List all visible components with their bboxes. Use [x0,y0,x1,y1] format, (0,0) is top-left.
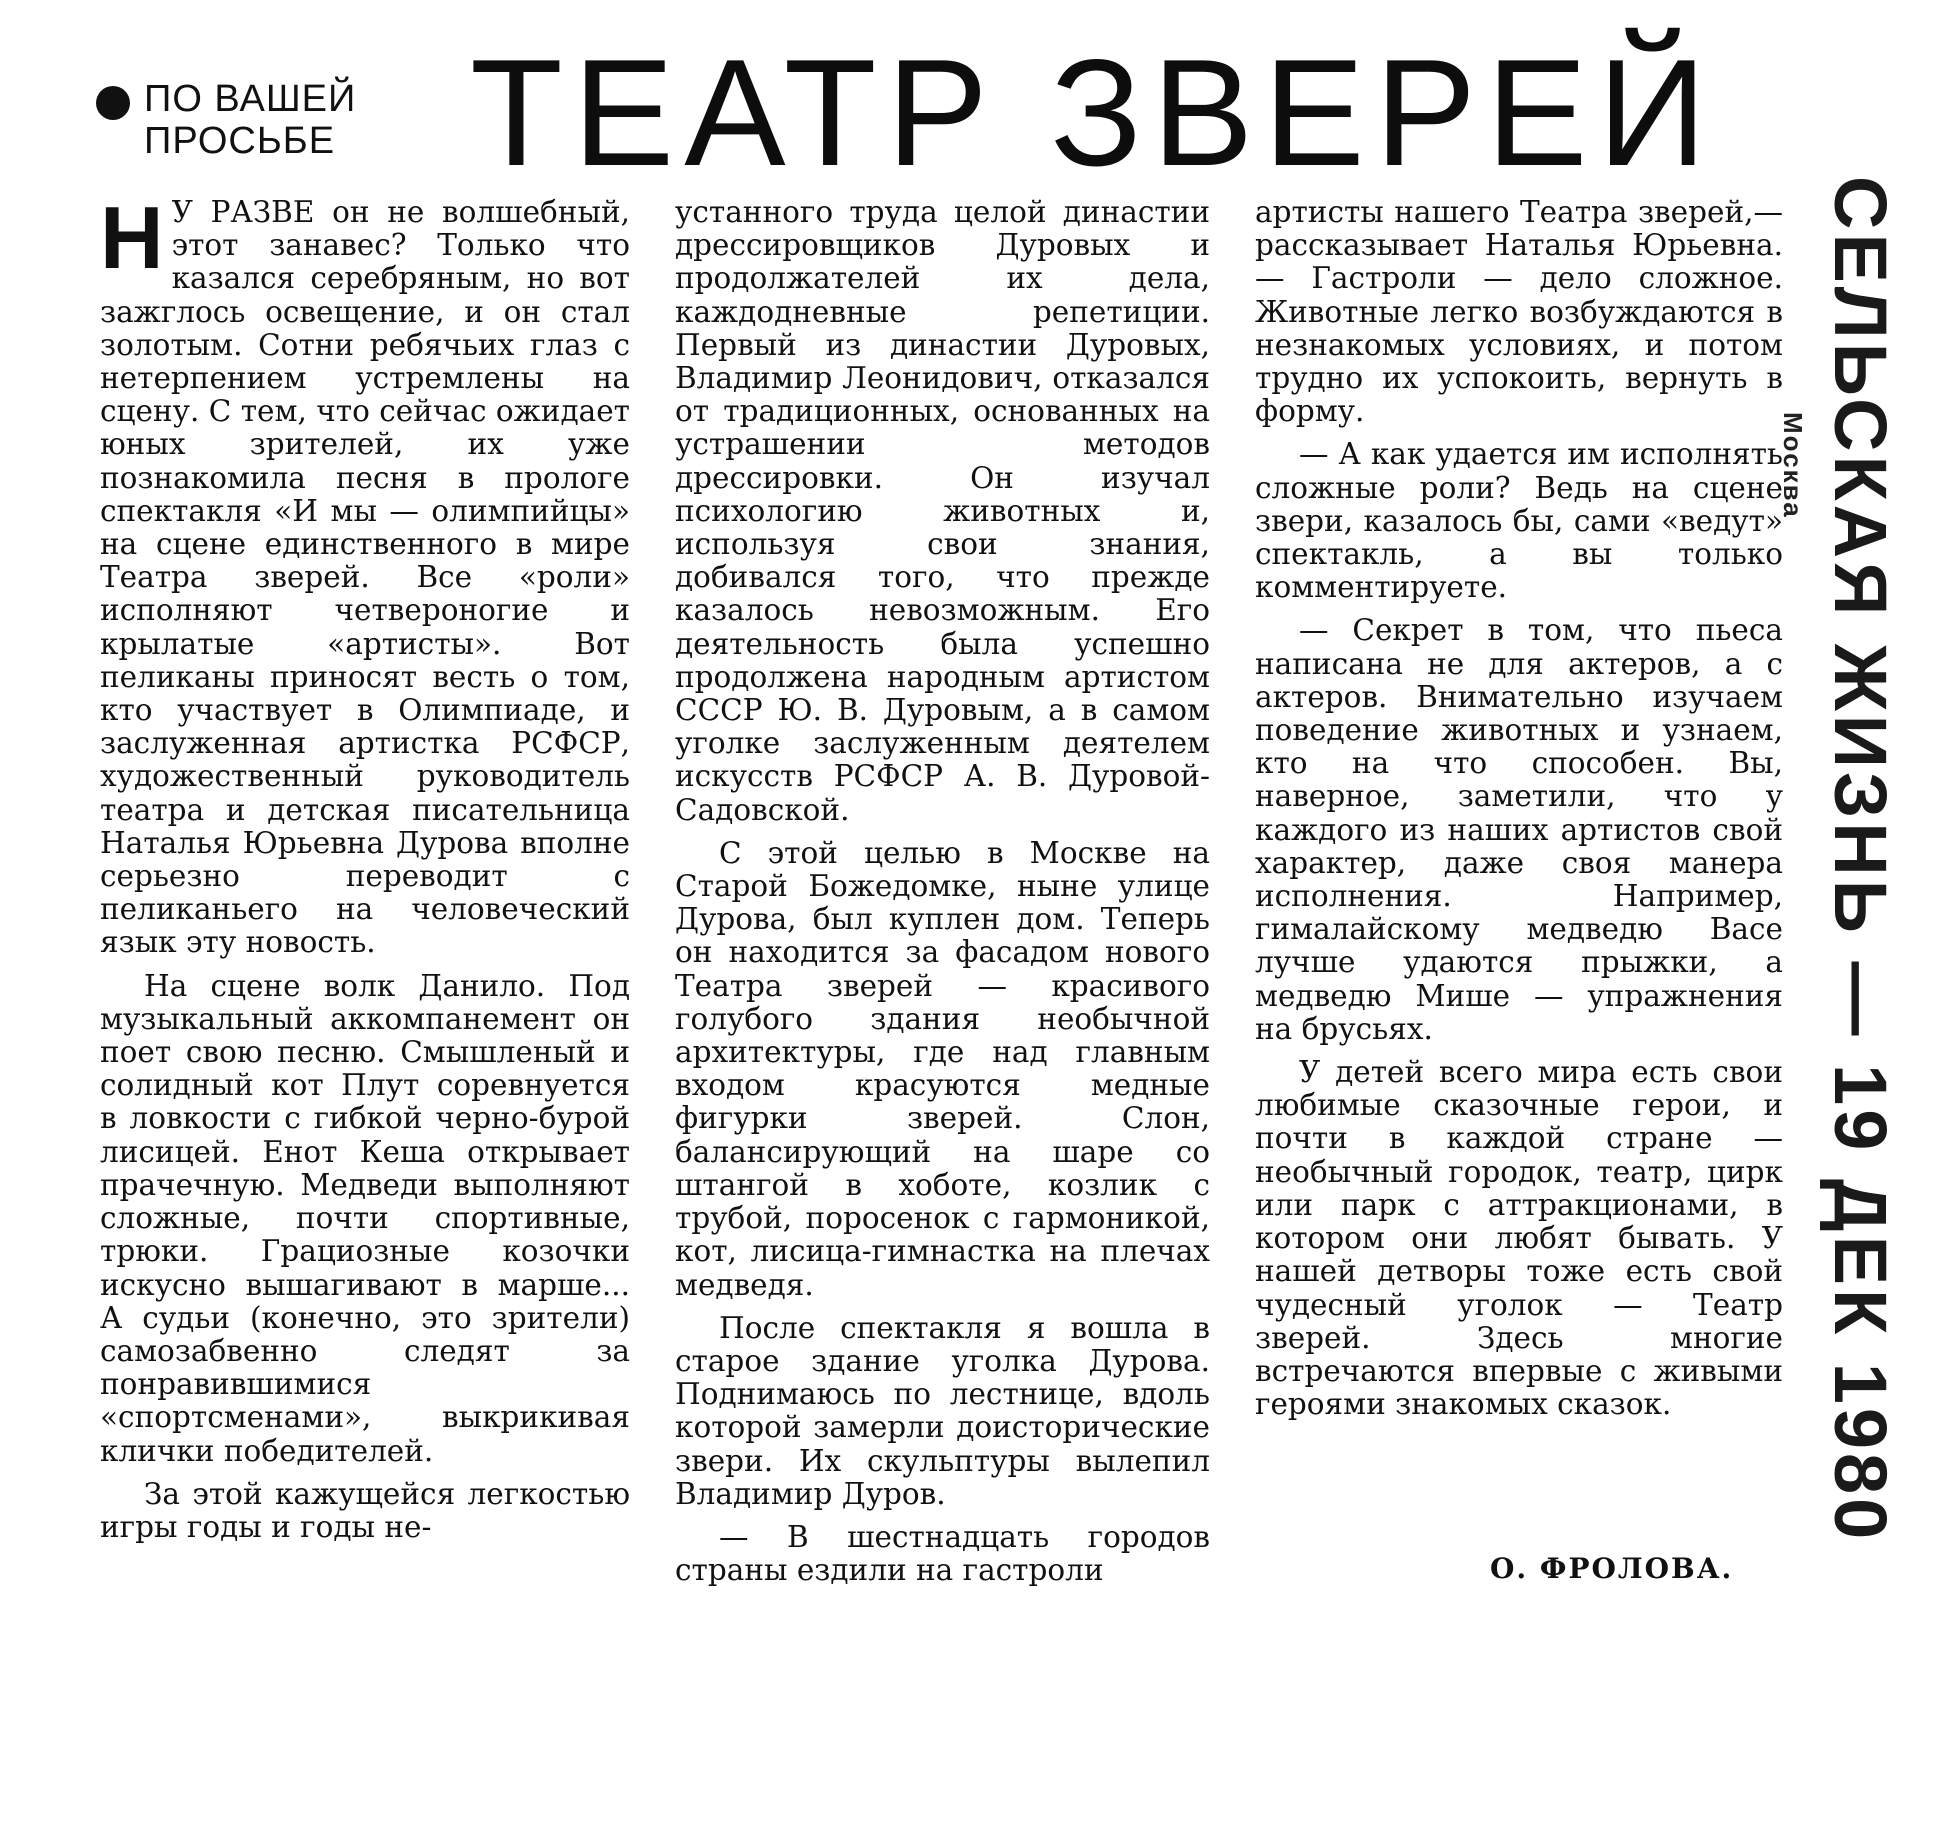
article-column-2 [675,196,1210,1597]
paragraph: артисты нашего Театра зверей,— рассказывает Наталья Юрьевна.— Гастроли — дело сложное. Животные легко возбуждаются в незнакомых условиях, и потом трудно их успокоить, вернуть в форму. [1255,195,1783,429]
paragraph: У детей всего мира есть свои любимые сказочные герои, и почти в каждой стране — необычный городок, театр, цирк или парк с аттракционами, в котором они любят бывать. У нашей детворы тоже есть свой чудесный уголок — Театр зверей. Здесь многие встречаются впервые с живыми героями знакомых сказок. [1255,1055,1783,1422]
author-signature: О. ФРОЛОВА. [1490,1552,1734,1585]
paragraph: — В шестнадцать городов страны ездили на гастроли [675,1519,1210,1588]
paragraph: Н У РАЗВЕ он не волшебный, этот занавес? Только что казался серебряным, но вот зажглось освещение, и он стал золотым. Сотни ребячьих глаз с нетерпением устремлены на сцену. С тем, что сейчас ожидает юных зрителей, их уже познакомила песня в прологе спектакля «И мы — олимпийцы» на сцене единственного в мире Театра зверей. Все «роли» исполняют четвероногие и крылатые «артисты». Вот пеликаны приносят весть о том, кто участвует в Олимпиаде, и заслуженная артистка РСФСР, художественный руководитель театра и детская писательница Наталья Юрьевна Дурова вполне серьезно переводит с пеликаньего на человеческий язык эту новость. [100,188,630,960]
article-column-1 [100,188,630,1554]
kicker-line-2: ПРОСЬБЕ [144,120,336,162]
stamp-text: СЕЛЬСКАЯ ЖИЗНЬ — 19 ДЕК 1980 [1819,176,1902,1544]
paragraph: — Секрет в том, что пьеса написана не для актеров, а с актеров. Внимательно изучаем поведение животных и узнаем, кто на что способен. Вы, наверное, заметили, что у каждого из наших артистов свой характер, даже своя манера исполнения. Например, гималайскому медведю Васе лучше удаются прыжки, а медведю Мише — упражнения на брусьях. [1255,613,1783,1046]
drop-cap: Н [100,188,164,287]
article-headline: ТЕАТР ЗВЕРЕЙ [470,28,1717,198]
rubric-kicker [96,78,356,162]
paragraph: С этой целью в Москве на Старой Божедомке, ныне улице Дурова, был куплен дом. Теперь он находится за фасадом нового Театра зверей — красивого голубого здания необычной архитектуры, где над главным входом красуются медные фигурки зверей. Слон, балансирующий на шаре со штангой в хоботе, козлик с трубой, поросенок с гармоникой, кот, лисица-гимнастка на плечах медведя. [675,835,1210,1302]
paragraph: — А как удается им исполнять сложные роли? Ведь на сцене звери, казалось бы, сами «ведут» спектакль, а вы только комментируете. [1255,437,1783,605]
article-column-3 [1255,196,1783,1431]
paragraph: устанного труда целой династии дрессировщиков Дуровых и продолжателей их дела, каждодневные репетиции. Первый из династии Дуровых, Владимир Леонидович, отказался от традиционных, основанных на устрашении методов дрессировки. Он изучал психологию животных и, используя свои знания, добивался того, что прежде казалось невозможным. Его деятельность была успешно продолжена народным артистом СССР Ю. В. Дуровым, а в самом уголке заслуженным деятелем искусств РСФСР А. В. Дуровой-Садовской. [675,195,1210,827]
paragraph: На сцене волк Данило. Под музыкальный аккомпанемент он поет свою песню. Смышленый и солидный кот Плут соревнуется в ловкости с гибкой черно-бурой лисицей. Енот Кеша открывает прачечную. Медведи выполняют сложные, почти спортивные, трюки. Грациозные козочки искусно вышагивают в марше... А судьи (конечно, это зрители) самозабвенно следят за понравившимися «спортсменами», выкрикивая клички победителей. [100,968,630,1468]
stamp-city: Москва [1778,412,1808,519]
paragraph: После спектакля я вошла в старое здание уголка Дурова. Поднимаюсь по лестнице, вдоль которой замерли доисторические звери. Их скульптуры вылепил Владимир Дуров. [675,1310,1210,1511]
bullet-dot-icon [96,86,130,120]
newspaper-date-stamp [1790,176,1902,1544]
paragraph: За этой кажущейся легкостью игры годы и годы не- [100,1476,630,1544]
kicker-line-1: ПО ВАШЕЙ [144,78,357,120]
